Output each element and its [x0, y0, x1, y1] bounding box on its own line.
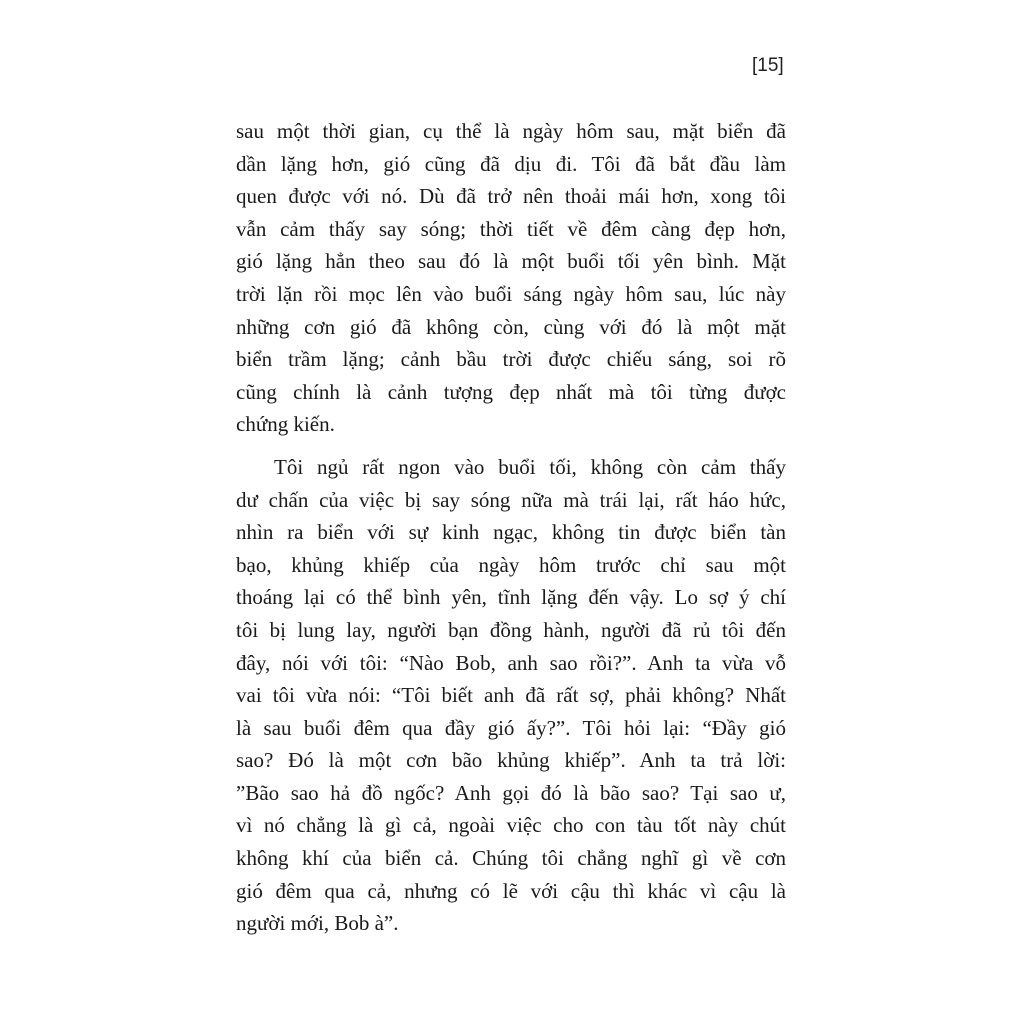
text-line: là sau buổi đêm qua đầy gió ấy?”. Tôi hỏi lại: “Đầy gió	[236, 715, 786, 740]
text-line: những cơn gió đã không còn, cùng với đó là một mặt	[236, 314, 786, 339]
text-line: người mới, Bob à”.	[236, 911, 399, 936]
text-line: bạo, khủng khiếp của ngày hôm trước chỉ sau một	[236, 552, 786, 577]
text-line: vai tôi vừa nói: “Tôi biết anh đã rất sợ, phải không? Nhất	[236, 683, 786, 708]
text-line: Tôi ngủ rất ngon vào buổi tối, không còn cảm thấy	[274, 454, 786, 479]
text-line: cũng chính là cảnh tượng đẹp nhất mà tôi từng được	[236, 379, 786, 404]
text-line: sau một thời gian, cụ thể là ngày hôm sau, mặt biển đã	[236, 119, 786, 143]
body-text	[236, 115, 786, 940]
paragraph-2	[236, 451, 786, 940]
text-line: quen được với nó. Dù đã trở nên thoải mái hơn, xong tôi	[236, 184, 786, 209]
text-line: gió đêm qua cả, nhưng có lẽ với cậu thì khác vì cậu là	[236, 878, 786, 903]
text-line: dư chấn của việc bị say sóng nữa mà trái lại, rất háo hức,	[236, 487, 786, 512]
text-line: nhìn ra biển với sự kinh ngạc, không tin được biển tàn	[236, 520, 786, 545]
text-line: vì nó chẳng là gì cả, ngoài việc cho con tàu tốt này chút	[236, 813, 786, 838]
text-line: không khí của biển cả. Chúng tôi chẳng nghĩ gì về cơn	[236, 846, 786, 871]
paragraph-1	[236, 115, 786, 441]
text-line: biển trầm lặng; cảnh bầu trời được chiếu sáng, soi rõ	[236, 347, 786, 372]
text-line: ”Bão sao hả đồ ngốc? Anh gọi đó là bão sao? Tại sao ư,	[236, 780, 786, 805]
text-line: thoáng lại có thể bình yên, tĩnh lặng đến vậy. Lo sợ ý chí	[236, 585, 786, 610]
text-line: trời lặn rồi mọc lên vào buổi sáng ngày hôm sau, lúc này	[236, 281, 786, 306]
text-line: chứng kiến.	[236, 412, 335, 437]
text-line: tôi bị lung lay, người bạn đồng hành, người đã rủ tôi đến	[236, 617, 786, 642]
text-line: vẫn cảm thấy say sóng; thời tiết về đêm càng đẹp hơn,	[236, 216, 786, 241]
paragraph-gap	[236, 441, 786, 451]
text-line: sao? Đó là một cơn bão khủng khiếp”. Anh ta trả lời:	[236, 748, 786, 773]
text-line: đây, nói với tôi: “Nào Bob, anh sao rồi?”. Anh ta vừa vỗ	[236, 650, 786, 675]
text-line: gió lặng hẳn theo sau đó là một buổi tối yên bình. Mặt	[236, 249, 786, 274]
page-number: [15]	[752, 55, 784, 76]
text-line: dần lặng hơn, gió cũng đã dịu đi. Tôi đã bắt đầu làm	[236, 151, 786, 176]
